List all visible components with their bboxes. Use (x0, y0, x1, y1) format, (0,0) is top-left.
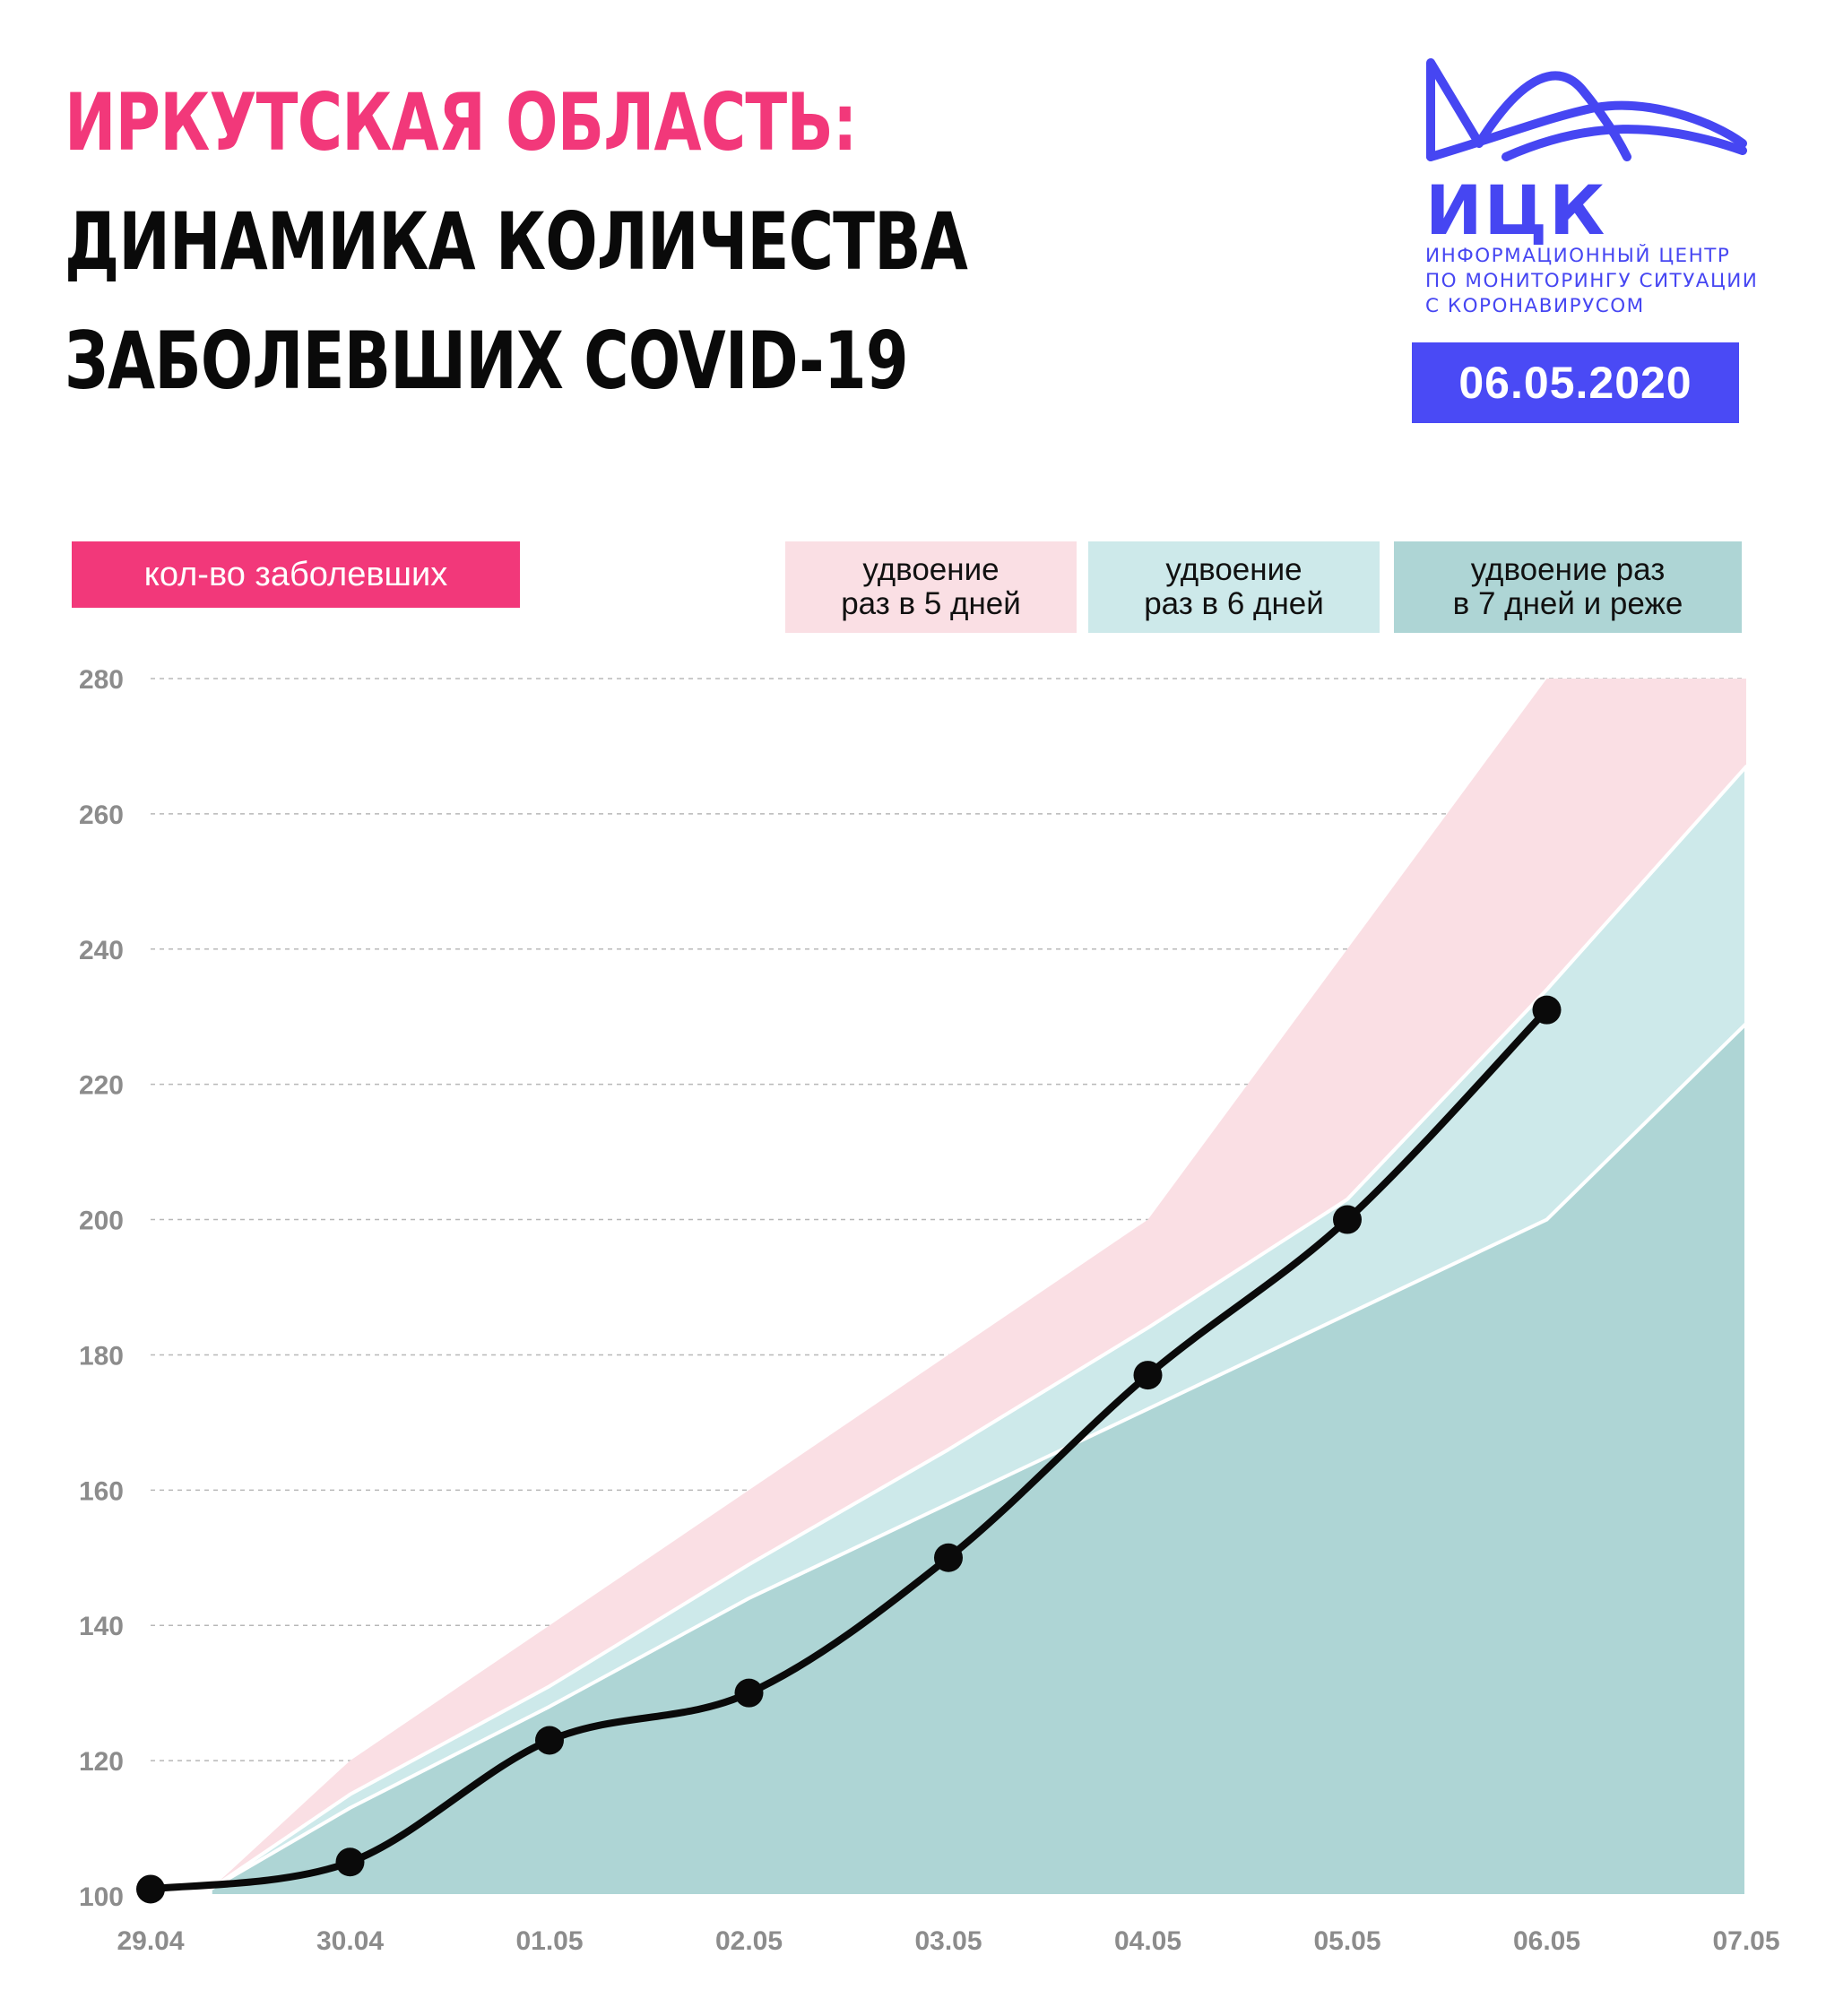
legend-cases: кол-во заболевших (72, 541, 520, 608)
x-tick-label: 07.05 (1712, 1926, 1780, 1956)
legend-label: удвоение (862, 552, 1000, 587)
title-line-region: ИРКУТСКАЯ ОБЛАСТЬ: (65, 76, 857, 169)
y-tick-label: 220 (78, 1070, 124, 1101)
data-point (535, 1726, 564, 1754)
data-point (1134, 1361, 1163, 1389)
y-tick-label: 160 (78, 1476, 124, 1507)
data-point (1533, 996, 1562, 1025)
legend-label: удвоение раз (1470, 552, 1666, 587)
x-tick-label: 02.05 (714, 1926, 783, 1956)
y-tick-label: 200 (78, 1206, 124, 1236)
x-tick-label: 29.04 (117, 1926, 185, 1956)
legend-label: в 7 дней и реже (1452, 586, 1683, 621)
baseline-mask (146, 1896, 1751, 1899)
legend-label: раз в 6 дней (1144, 586, 1324, 621)
legend-label: раз в 5 дней (841, 586, 1021, 621)
x-tick-label: 30.04 (316, 1926, 385, 1956)
data-point (1333, 1206, 1362, 1234)
data-point (136, 1874, 165, 1903)
y-tick-label: 260 (78, 800, 124, 830)
data-point (934, 1544, 963, 1572)
logo-subtitle-line: ИНФОРМАЦИОННЫЙ ЦЕНТР (1425, 245, 1731, 267)
title-line-subject: ДИНАМИКА КОЛИЧЕСТВА (65, 195, 968, 288)
title-line-disease: ЗАБОЛЕВШИХ COVID-19 (65, 315, 908, 407)
y-tick-label: 180 (78, 1341, 124, 1371)
legend-label: удвоение (1165, 552, 1302, 587)
logo-subtitle-line: ПО МОНИТОРИНГУ СИТУАЦИИ (1425, 270, 1759, 292)
logo-abbreviation: ИЦК (1425, 170, 1607, 250)
y-tick-label: 240 (78, 935, 124, 965)
data-point (336, 1847, 365, 1876)
logo-subtitle-line: С КОРОНАВИРУСОМ (1425, 295, 1645, 317)
date-badge: 06.05.2020 (1412, 342, 1739, 423)
x-tick-label: 06.05 (1512, 1926, 1581, 1956)
x-tick-label: 05.05 (1313, 1926, 1381, 1956)
x-tick-label: 04.05 (1113, 1926, 1182, 1956)
x-tick-label: 03.05 (914, 1926, 982, 1956)
y-tick-label: 140 (78, 1612, 124, 1642)
data-point (735, 1679, 764, 1708)
y-tick-label: 100 (78, 1882, 124, 1912)
x-tick-label: 01.05 (515, 1926, 584, 1956)
y-tick-label: 280 (78, 665, 124, 695)
y-tick-label: 120 (78, 1747, 124, 1778)
